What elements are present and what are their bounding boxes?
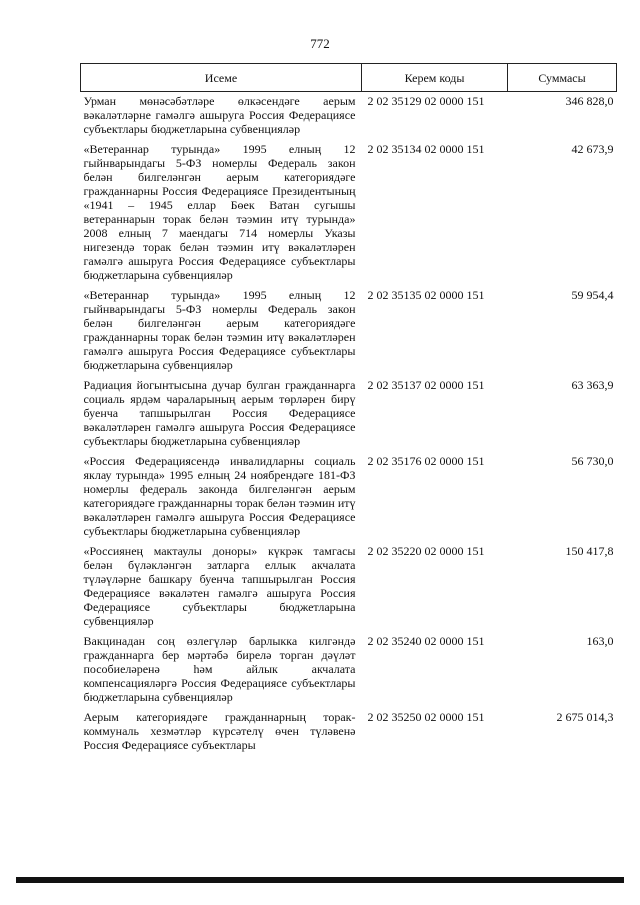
table-body <box>81 92 617 759</box>
table-row <box>81 634 617 710</box>
table-header-row <box>81 64 617 92</box>
row-name: Урман мөнәсәбәтләре өлкәсендәге аерым вәкаләтләрне гамәлгә ашыруга Россия Федерациясе субъектлары бюджетларына субвенцияләр <box>83 94 356 136</box>
table-row <box>81 92 617 143</box>
scan-edge-bar <box>16 877 624 883</box>
row-name: Аерым категориядәге гражданнарның торак-коммуналь хезмәтләр күрсәтелү өчен түләвенә Россия Федерациясе субъектлары <box>83 710 356 752</box>
budget-table <box>80 63 617 758</box>
row-name: «Россиянең мактаулы доноры» күкрәк тамгасы белән бүләкләнгән затларга еллык акчалата түләүләрне башкару буенча тапшырылган Россия Федерациясе вәкаләтен гамәлгә ашыруга Россия Федерациясе субъектлары бюджетларына субвенцияләр <box>83 544 356 628</box>
table-row <box>81 454 617 544</box>
table-header <box>81 64 617 92</box>
row-sum: 163,0 <box>586 634 614 648</box>
row-code: 2 02 35129 02 0000 151 <box>367 94 485 108</box>
header-sum: Суммасы <box>508 64 617 92</box>
row-name: Вакцинадан соң өзлегүләр барлыкка килгәндә гражданнарга бер мәртәбә бирелә торган дәүләт пособиеләренә һәм айлык акчалата компенсацияләргә Россия Федерациясе субъектлары бюджетларына субвенцияләр <box>83 634 356 704</box>
row-sum: 56 730,0 <box>571 454 614 468</box>
row-name: Радиация йогынтысына дучар булган гражданнарга социаль ярдәм чараларының аерым төрләрен бирү буенча тапшырылган Россия Федерациясе вәкаләтләрен гамәлгә ашыруга Россия Федерациясе субъектлары бюджетларына субвенцияләр <box>83 378 356 448</box>
row-sum: 2 675 014,3 <box>556 710 614 724</box>
header-code: Керем коды <box>362 64 508 92</box>
table-row <box>81 378 617 454</box>
row-code: 2 02 35220 02 0000 151 <box>367 544 485 558</box>
row-code: 2 02 35135 02 0000 151 <box>367 288 485 302</box>
row-code: 2 02 35250 02 0000 151 <box>367 710 485 724</box>
row-sum: 59 954,4 <box>571 288 614 302</box>
row-sum: 346 828,0 <box>565 94 614 108</box>
table-row <box>81 710 617 758</box>
row-name: «Ветераннар турында» 1995 елның 12 гыйнварындагы 5-ФЗ номерлы Федераль закон белән билгеләнгән аерым категориядәге гражданнарны Россия Федерациясе Президентының «1941 – 1945 еллар Бөек Ватан сугышы ветераннарын торак белән тәэмин итү турында» 2008 елның 7 маендагы 714 номерлы Указы нигезендә торак белән тәэмин итү вәкаләтләрен гамәлгә ашыруга Россия Федерациясе субъектлары бюджетларына субвенцияләр <box>83 142 356 282</box>
row-sum: 42 673,9 <box>571 142 614 156</box>
row-name: «Ветераннар турында» 1995 елның 12 гыйнварындагы 5-ФЗ номерлы Федераль закон белән билгеләнгән аерым категориядәге гражданнарны торак белән тәэмин итү вәкаләтләрен гамәлгә ашыруга Россия Федерациясе субъектлары бюджетларына субвенцияләр <box>83 288 356 372</box>
row-sum: 150 417,8 <box>565 544 614 558</box>
table-row <box>81 288 617 378</box>
row-code: 2 02 35137 02 0000 151 <box>367 378 485 392</box>
row-code: 2 02 35134 02 0000 151 <box>367 142 485 156</box>
page-number: 772 <box>310 36 330 51</box>
table-row <box>81 142 617 288</box>
row-code: 2 02 35240 02 0000 151 <box>367 634 485 648</box>
row-code: 2 02 35176 02 0000 151 <box>367 454 485 468</box>
row-name: «Россия Федерациясендә инвалидларны социаль яклау турында» 1995 елның 24 ноябрендәге 181-ФЗ номерлы федераль законда билгеләнгән аерым категориядәге гражданнарны торак белән тәэмин итү вәкаләтләрен гамәлгә ашыруга Россия Федерациясе субъектлары бюджетларына субвенцияләр <box>83 454 356 538</box>
row-sum: 63 363,9 <box>571 378 614 392</box>
table-row <box>81 544 617 634</box>
header-name: Исеме <box>81 64 362 92</box>
